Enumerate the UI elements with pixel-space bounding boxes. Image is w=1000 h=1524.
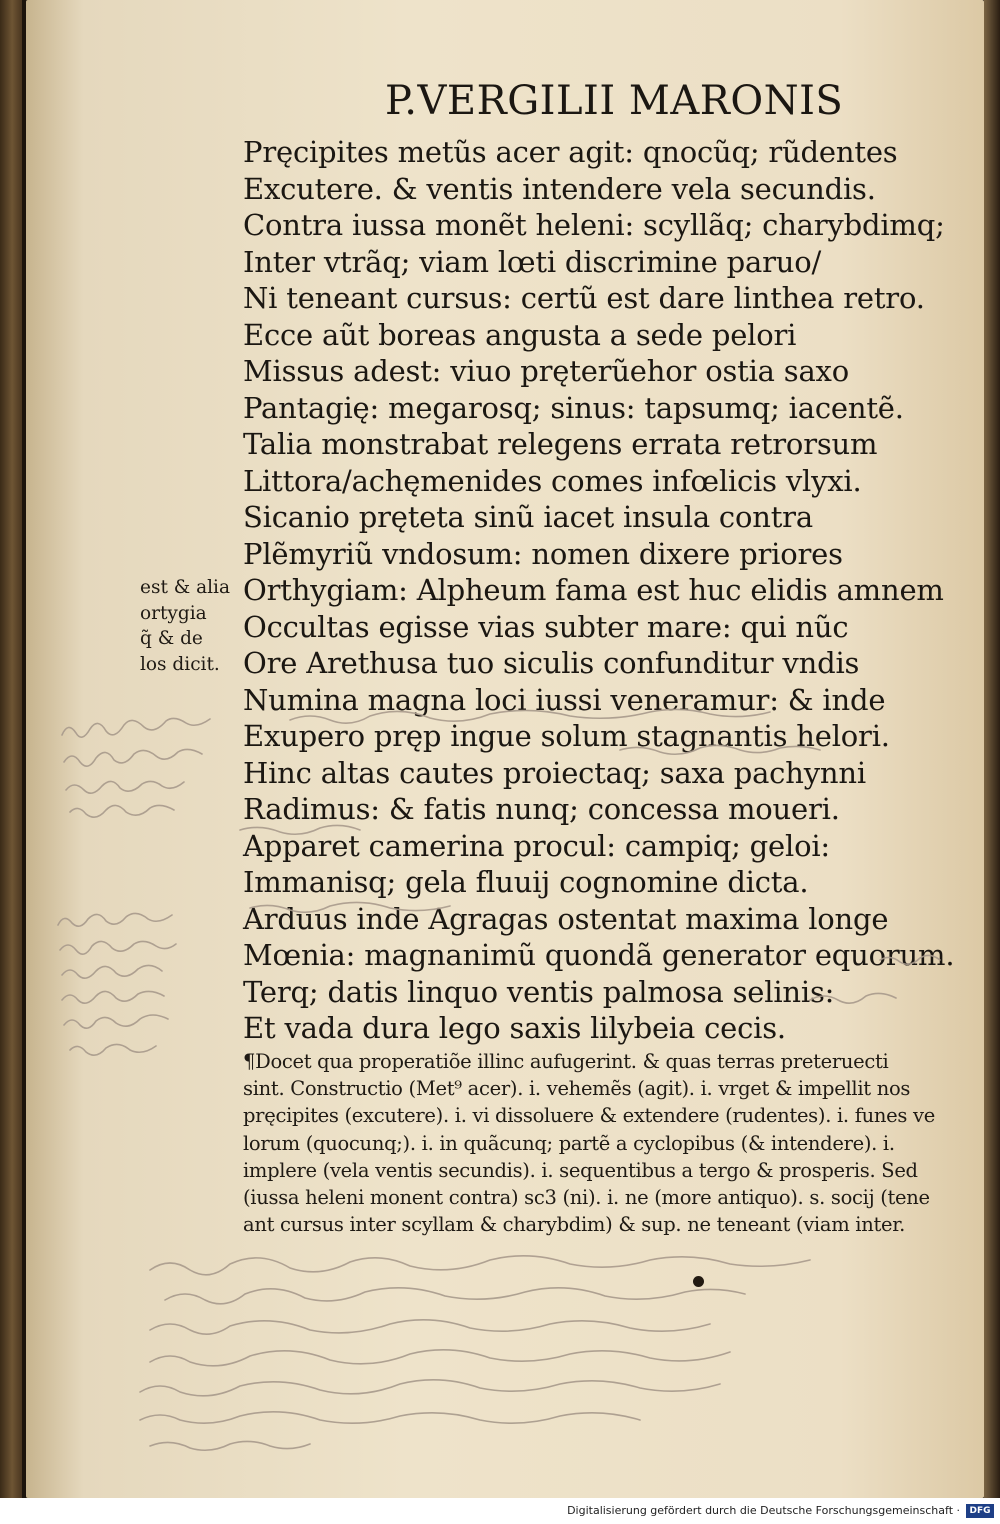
verse-line: Radimus: & fatis nunq; concessa moueri.	[243, 792, 840, 826]
verse-line: Orthygiam: Alpheum fama est huc elidis amnem	[243, 573, 944, 607]
commentary-line: (iussa heleni monent contra) sc3 (ni). i. ne (more antiquo). s. socij (tene	[243, 1185, 930, 1209]
running-head: P.VERGILII MARONIS	[385, 78, 844, 124]
marginal-note-line: los dicit.	[140, 653, 220, 675]
verse-line: Et vada dura lego saxis lilybeia cecis.	[243, 1011, 786, 1045]
verse-line: Numina magna loci iussi veneramur: & inde	[243, 682, 886, 717]
verse-line: Sicanio pręteta sinũ iacet insula contra	[243, 500, 813, 534]
verse-line: Talia monstrabat relegens errata retrorsum	[243, 427, 878, 461]
verse-text	[243, 134, 955, 1047]
commentary-line: lorum (quocunq;). i. in quãcunq; partẽ a cyclopibus (& intendere). i.	[243, 1131, 895, 1155]
footer-bar	[0, 1498, 1000, 1524]
commentary-line: ¶Docet qua properatiõe illinc aufugerint. & quas terras preteruecti	[243, 1050, 889, 1073]
verse-line: Apparet camerina procul: campiq; geloi:	[243, 828, 830, 863]
verse-line: Pręcipites metũs acer agit: qnocũq; rũdentes	[243, 135, 898, 169]
verse-line: Arduus inde Agragas ostentat maxima longe	[243, 901, 889, 936]
marginal-note	[140, 575, 240, 677]
verse-line: Ecce aũt boreas angusta a sede pelori	[243, 317, 797, 352]
verse-line: Exupero pręp ingue solum stagnantis helori.	[243, 719, 890, 753]
verse-line: Terq; datis linquo ventis palmosa selinis:	[243, 974, 835, 1009]
verse-line: Excutere. & ventis intendere vela secundis.	[243, 171, 876, 206]
verse-line: Plẽmyriũ vndosum: nomen dixere priores	[243, 536, 843, 571]
book-binding	[0, 0, 22, 1498]
dfg-logo: DFG	[966, 1504, 994, 1518]
page-edge-shadow	[984, 0, 1000, 1498]
marginal-note-line: q̃ & de	[140, 628, 203, 649]
verse-line: Hinc altas cautes proiectaq; saxa pachynni	[243, 755, 866, 790]
verse-line: Pantagię: megarosq; sinus: tapsumq; iacentẽ.	[243, 390, 904, 425]
verse-line: Littora/achęmenides comes infœlicis vlyxi.	[243, 463, 862, 498]
verse-line: Missus adest: viuo pręterũehor ostia saxo	[243, 354, 849, 388]
verse-line: Immanisq; gela fluuij cognomine dicta.	[243, 865, 809, 899]
commentary-line: pręcipites (excutere). i. vi dissoluere & extendere (rudentes). i. funes ve	[243, 1104, 935, 1128]
ink-dot	[693, 1276, 704, 1287]
commentary-text	[243, 1048, 943, 1238]
footer-credit: Digitalisierung gefördert durch die Deutsche Forschungsgemeinschaft ·	[567, 1504, 960, 1517]
commentary-line: implere (vela ventis secundis). i. sequentibus a tergo & prosperis. Sed	[243, 1158, 918, 1182]
marginal-note-line: ortygia	[140, 602, 207, 624]
verse-line: Occultas egisse vias subter mare: qui nũc	[243, 609, 849, 644]
verse-line: Inter vtrãq; viam lœti discrimine paruo/	[243, 244, 822, 279]
verse-line: Ni teneant cursus: certũ est dare linthea retro.	[243, 281, 925, 315]
commentary-line: sint. Constructio (Met⁹ acer). i. vehemẽs (agit). i. vrget & impellit nos	[243, 1077, 911, 1101]
commentary-line: ant cursus inter scyllam & charybdim) & sup. ne teneant (viam inter.	[243, 1213, 906, 1237]
verse-line: Mœnia: magnanimũ quondã generator equorum.	[243, 938, 955, 972]
verse-line: Ore Arethusa tuo siculis confunditur vndis	[243, 646, 860, 680]
verse-line: Contra iussa monẽt heleni: scyllãq; charybdimq;	[243, 208, 945, 242]
marginal-note-line: est & alia	[140, 577, 230, 598]
